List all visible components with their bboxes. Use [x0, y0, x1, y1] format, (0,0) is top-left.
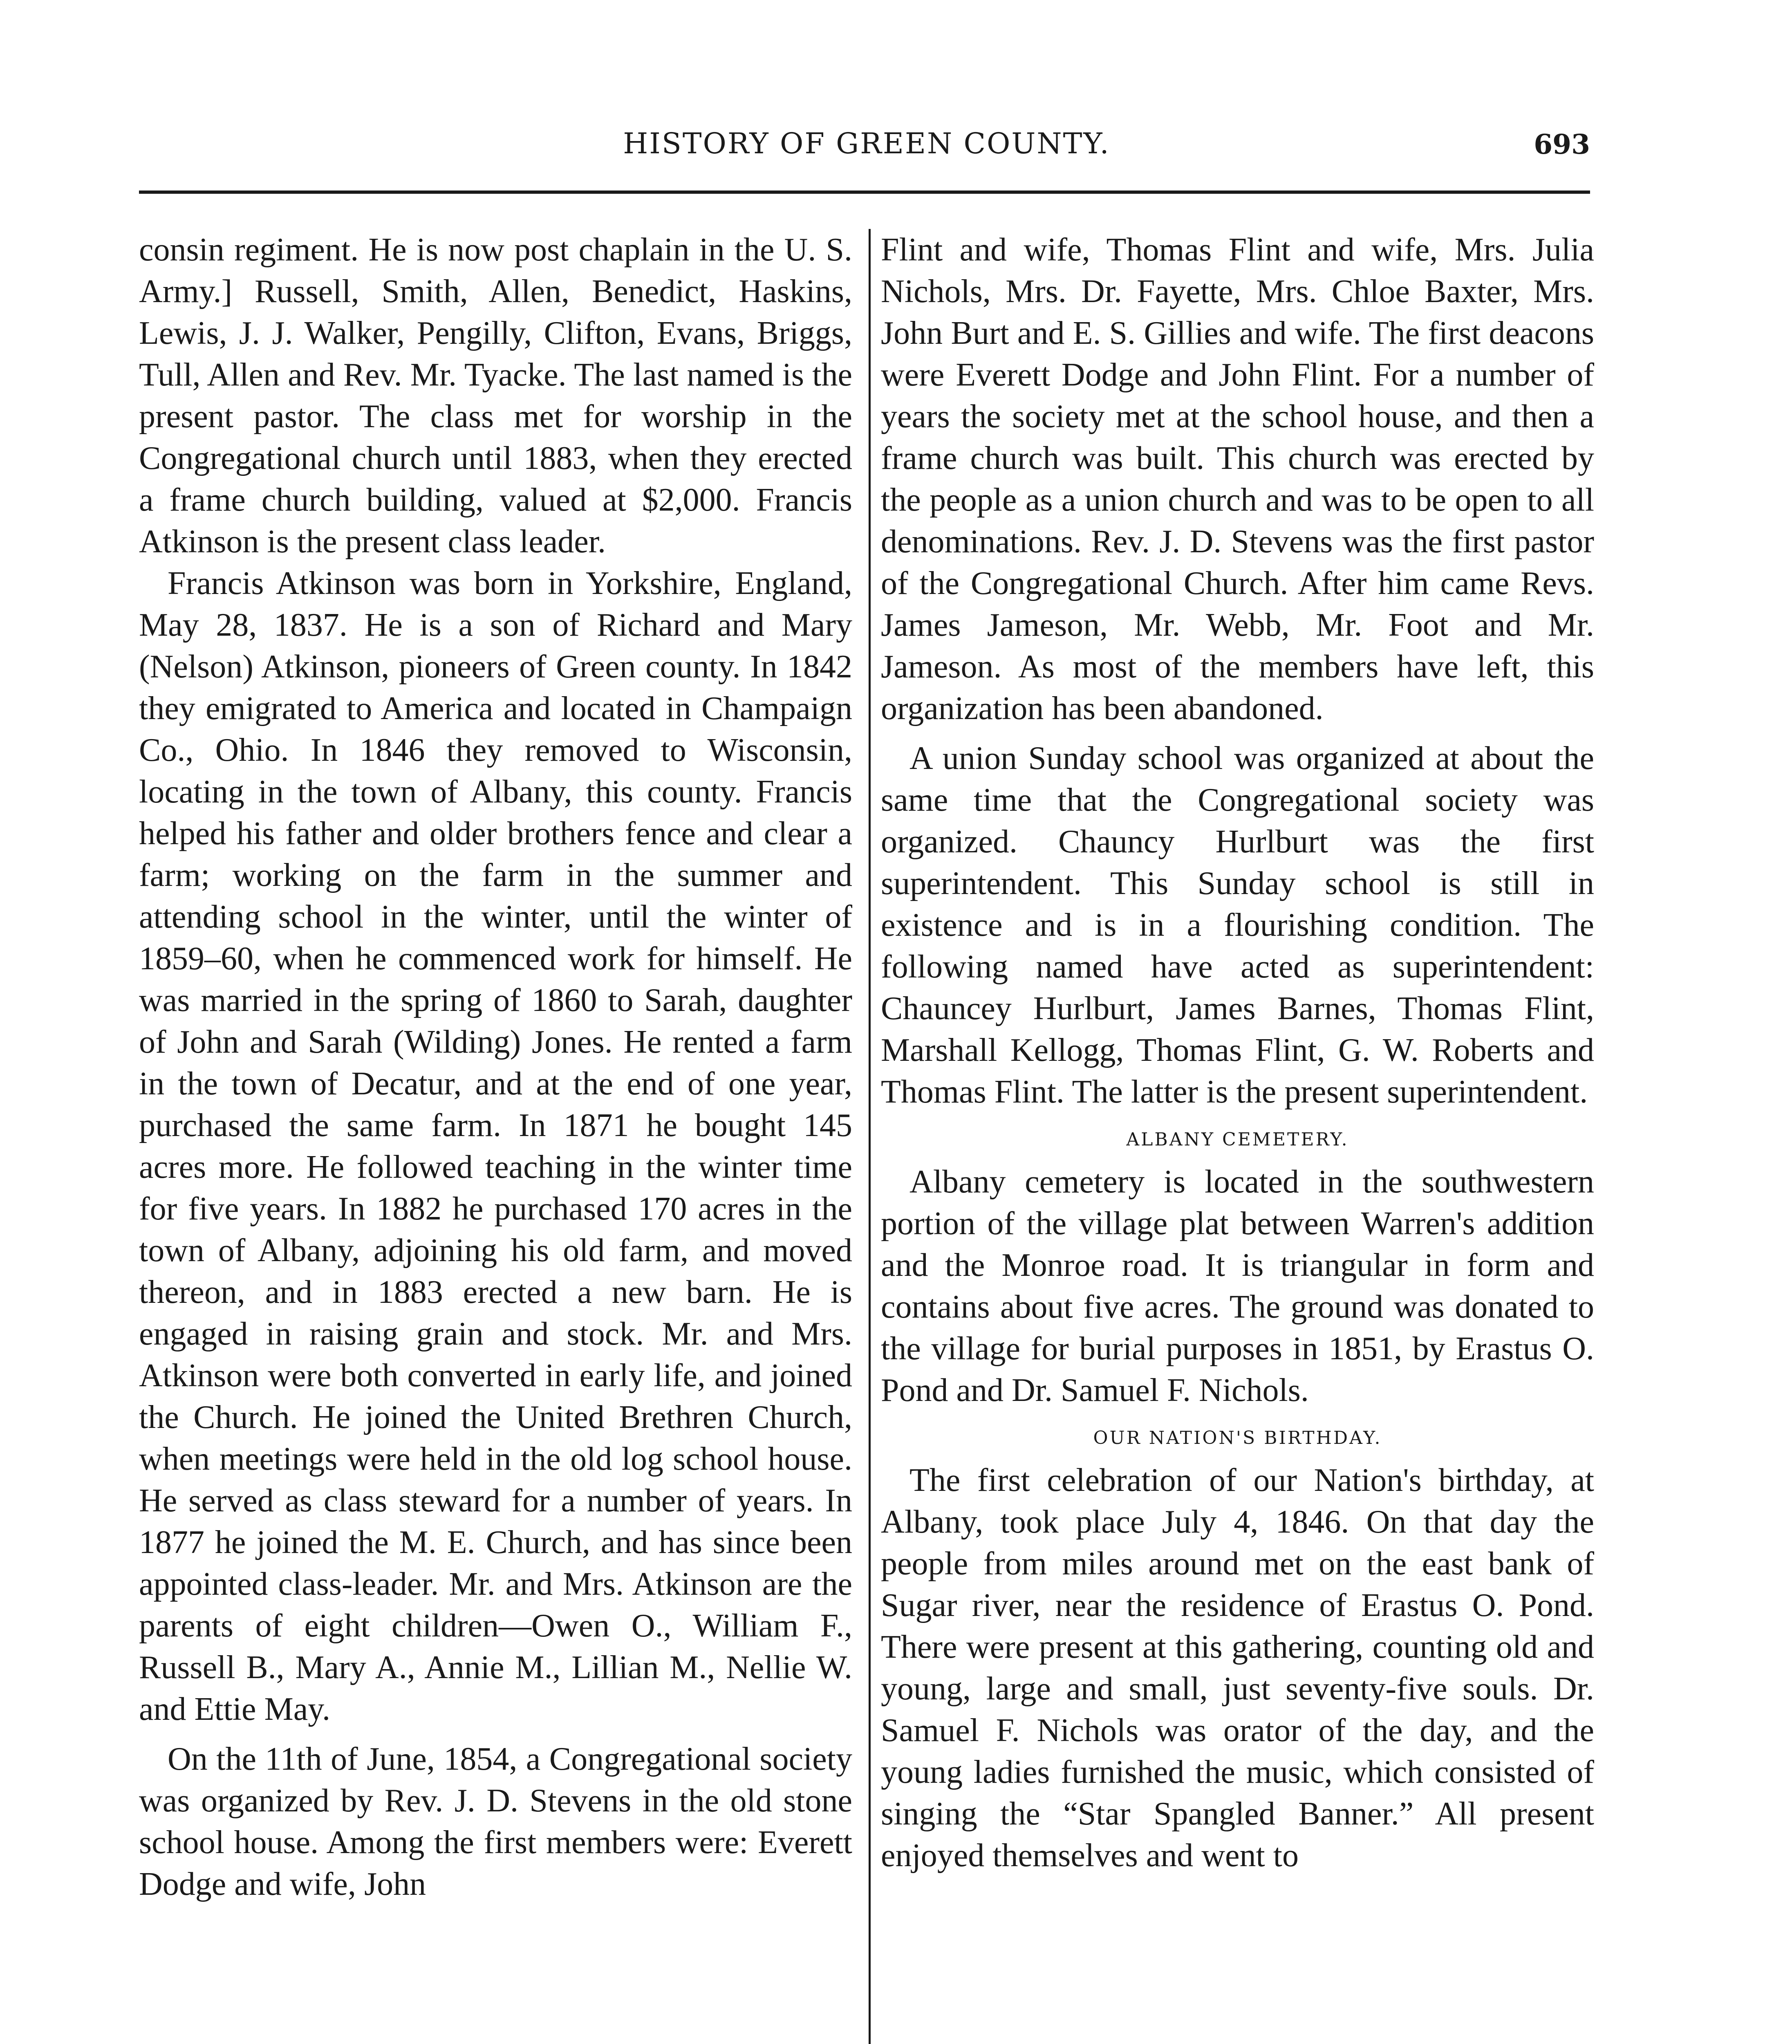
left-paragraph-1: consin regiment. He is now post chaplain in the U. S. Army.] Russell, Smith, Allen, Benedict, Haskins, Lewis, J. J. Walker, Pengilly, Clifton, Evans, Briggs, Tull, Allen and Rev. Mr. Tyacke. The last named is the present pastor. The class met for worship in the Congregational church until 1883, when they erected a frame church building, valued at $2,000. Francis Atkinson is the present class leader.	[139, 232, 852, 560]
page-number: 693	[1534, 128, 1590, 160]
left-column	[139, 229, 852, 1905]
heading-nations-birthday: OUR NATION'S BIRTHDAY.	[1093, 1428, 1382, 1448]
header-rule	[139, 191, 1590, 194]
column-divider	[869, 229, 871, 2044]
right-column	[881, 229, 1594, 1876]
right-paragraph-1: Flint and wife, Thomas Flint and wife, Mrs. Julia Nichols, Mrs. Dr. Fayette, Mrs. Chloe Baxter, Mrs. John Burt and E. S. Gillies and wife. The first deacons were Everett Dodge and John Flint. For a number of years the society met at the school house, and then a frame church was built. This church was erected by the people as a union church and was to be open to all denominations. Rev. J. D. Stevens was the first pastor of the Congregational Church. After him came Revs. James Jameson, Mr. Webb, Mr. Foot and Mr. Jameson. As most of the members have left, this organization has been abandoned.	[881, 232, 1594, 726]
right-paragraph-2: A union Sunday school was organized at about the same time that the Congregational society was organized. Chauncy Hurlburt was the first superintendent. This Sunday school is still in existence and is in a flourishing condition. The following named have acted as superintendent: Chauncey Hurlburt, James Barnes, Thomas Flint, Marshall Kellogg, Thomas Flint, G. W. Roberts and Thomas Flint. The latter is the present superintendent.	[881, 740, 1594, 1110]
right-paragraph-3: Albany cemetery is located in the southwestern portion of the village plat between Warren's addition and the Monroe road. It is triangular in form and contains about five acres. The ground was donated to the village for burial purposes in 1851, by Erastus O. Pond and Dr. Samuel F. Nichols.	[881, 1164, 1594, 1408]
heading-albany-cemetery: ALBANY CEMETERY.	[1126, 1129, 1349, 1150]
left-paragraph-2: Francis Atkinson was born in Yorkshire, England, May 28, 1837. He is a son of Richard and Mary (Nelson) Atkinson, pioneers of Green county. In 1842 they emigrated to America and located in Champaign Co., Ohio. In 1846 they removed to Wisconsin, locating in the town of Albany, this county. Francis helped his father and older brothers fence and clear a farm; working on the farm in the summer and attending school in the winter, until the winter of 1859–60, when he commenced work for himself. He was married in the spring of 1860 to Sarah, daughter of John and Sarah (Wilding) Jones. He rented a farm in the town of Decatur, and at the end of one year, purchased the same farm. In 1871 he bought 145 acres more. He followed teaching in the winter time for five years. In 1882 he purchased 170 acres in the town of Albany, adjoining his old farm, and moved thereon, and in 1883 erected a new barn. He is engaged in raising grain and stock. Mr. and Mrs. Atkinson were both converted in early life, and joined the Church. He joined the United Brethren Church, when meetings were held in the old log school house. He served as class steward for a number of years. In 1877 he joined the M. E. Church, and has since been appointed class-leader. Mr. and Mrs. Atkinson are the parents of eight children—Owen O., William F., Russell B., Mary A., Annie M., Lillian M., Nellie W. and Ettie May.	[139, 565, 852, 1727]
right-paragraph-4: The first celebration of our Nation's birthday, at Albany, took place July 4, 1846. On that day the people from miles around met on the east bank of Sugar river, near the residence of Erastus O. Pond. There were present at this gathering, counting old and young, large and small, just seventy-five souls. Dr. Samuel F. Nichols was orator of the day, and the young ladies furnished the music, which consisted of singing the “Star Spangled Banner.” All present enjoyed themselves and went to	[881, 1462, 1594, 1874]
left-paragraph-3: On the 11th of June, 1854, a Congregational society was organized by Rev. J. D. Stevens in the old stone school house. Among the first members were: Everett Dodge and wife, John	[139, 1741, 852, 1902]
running-head	[143, 123, 1590, 172]
running-title: HISTORY OF GREEN COUNTY.	[623, 127, 1110, 160]
